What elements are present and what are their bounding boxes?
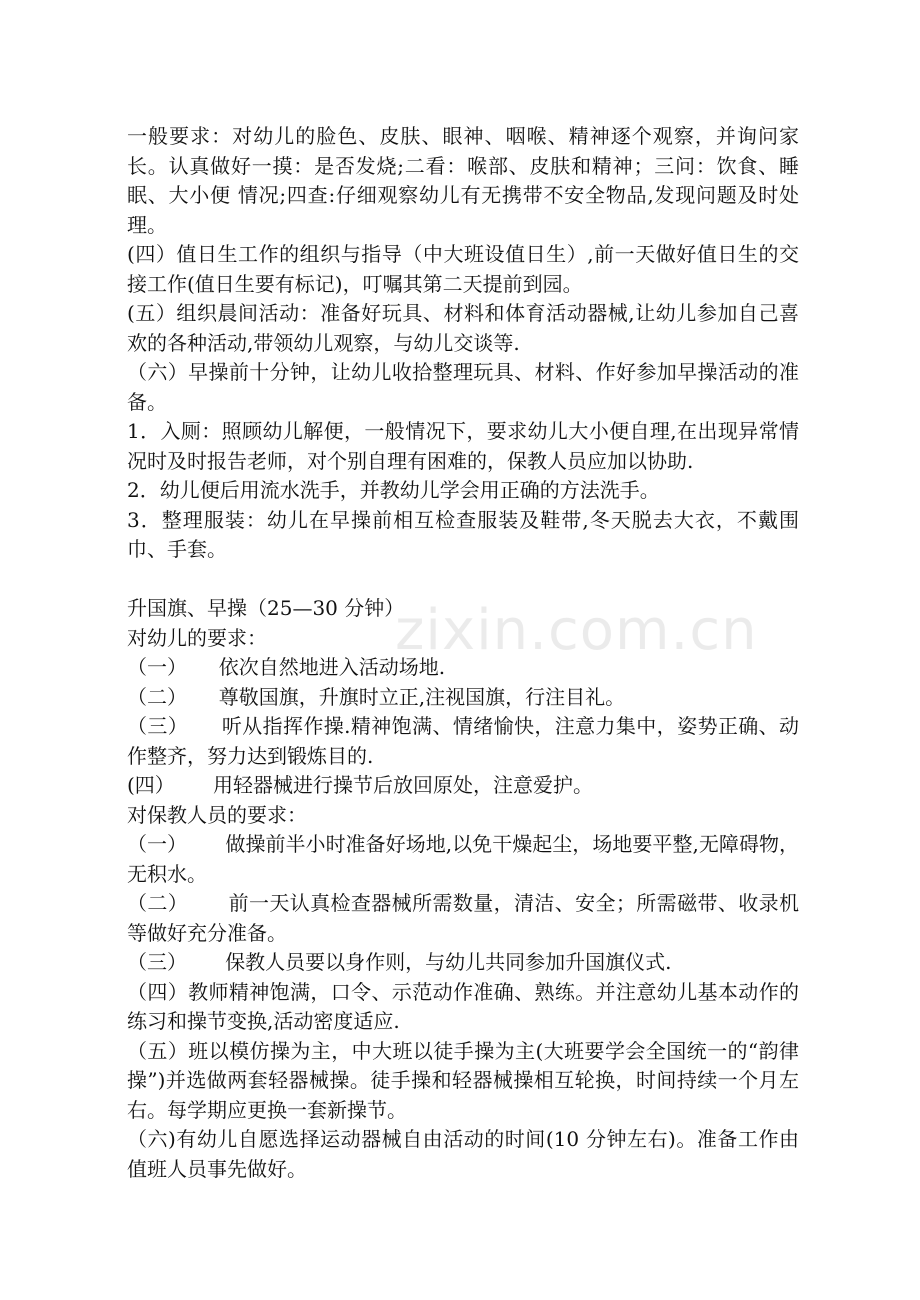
child-requirement-item: （一） 依次自然地进入活动场地. — [127, 655, 446, 679]
child-requirements-heading: 对幼儿的要求： — [127, 625, 267, 650]
staff-requirement-item: （三） 保教人员要以身作则，与幼儿共同参加升国旗仪式. — [127, 950, 672, 974]
blank-line — [127, 565, 799, 595]
child-requirement-item: (四） 用轻器械进行操节后放回原处，注意爱护。 — [127, 773, 593, 797]
document-body — [127, 122, 799, 1184]
paragraph-morning-activities: (五）组织晨间活动：准备好玩具、材料和体育活动器械,让幼儿参加自己喜欢的各种活动,带领幼儿观察，与幼儿交谈等. — [127, 301, 799, 355]
paragraph-general-requirements: 一般要求：对幼儿的脸色、皮肤、眼神、咽喉、精神逐个观察，并询问家长。认真做好一摸：是否发烧;二看：喉部、皮肤和精神；三问：饮食、睡眠、大小便 情况;四查:仔细观察幼儿有无携带不安全物品,发现问题及时处理。 — [127, 124, 799, 237]
paragraph-toilet: 1．入厕：照顾幼儿解便，一般情况下，要求幼儿大小便自理,在出现异常情况时及时报告老师，对个别自理有困难的，保教人员应加以协助. — [127, 419, 799, 473]
staff-requirement-item: （六)有幼儿自愿选择运动器械自由活动的时间(10 分钟左右)。准备工作由值班人员事先做好。 — [127, 1127, 799, 1181]
paragraph-clothing: 3．整理服装：幼儿在早操前相互检查服装及鞋带,冬天脱去大衣，不戴围巾、手套。 — [127, 507, 799, 561]
staff-requirement-item: （四）教师精神饱满，口令、示范动作准确、熟练。并注意幼儿基本动作的练习和操节变换,活动密度适应. — [127, 979, 799, 1033]
child-requirement-item: （三） 听从指挥作操.精神饱满、情绪愉快，注意力集中，姿势正确、动作整齐，努力达到锻炼目的. — [127, 714, 799, 768]
paragraph-duty-student: (四）值日生工作的组织与指导（中大班设值日生）,前一天做好值日生的交接工作(值日生要有标记)，叮嘱其第二天提前到园。 — [127, 242, 799, 296]
paragraph-handwashing: 2．幼儿便后用流水洗手，并教幼儿学会用正确的方法洗手。 — [127, 478, 660, 502]
staff-requirement-item: （五）班以模仿操为主，中大班以徒手操为主(大班要学会全国统一的“韵律操”)并选做两套轻器械操。徒手操和轻器械操相互轮换，时间持续一个月左右。每学期应更换一套新操节。 — [127, 1038, 799, 1122]
watermark: zixin.com.cn — [395, 598, 758, 663]
child-requirement-item: （二） 尊敬国旗，升旗时立正,注视国旗，行注目礼。 — [127, 684, 626, 709]
staff-requirements-heading: 对保教人员的要求： — [127, 802, 307, 827]
section-title: 升国旗、早操（25—30 分钟） — [127, 596, 405, 620]
staff-requirement-item: （二） 前一天认真检查器械所需数量，清洁、安全；所需磁带、收录机等做好充分准备。 — [127, 891, 799, 945]
paragraph-before-exercise: （六）早操前十分钟，让幼儿收拾整理玩具、材料、作好参加早操活动的准备。 — [127, 360, 799, 414]
staff-requirement-item: （一） 做操前半小时准备好场地,以免干燥起尘，场地要平整,无障碍物，无积水。 — [127, 832, 799, 886]
